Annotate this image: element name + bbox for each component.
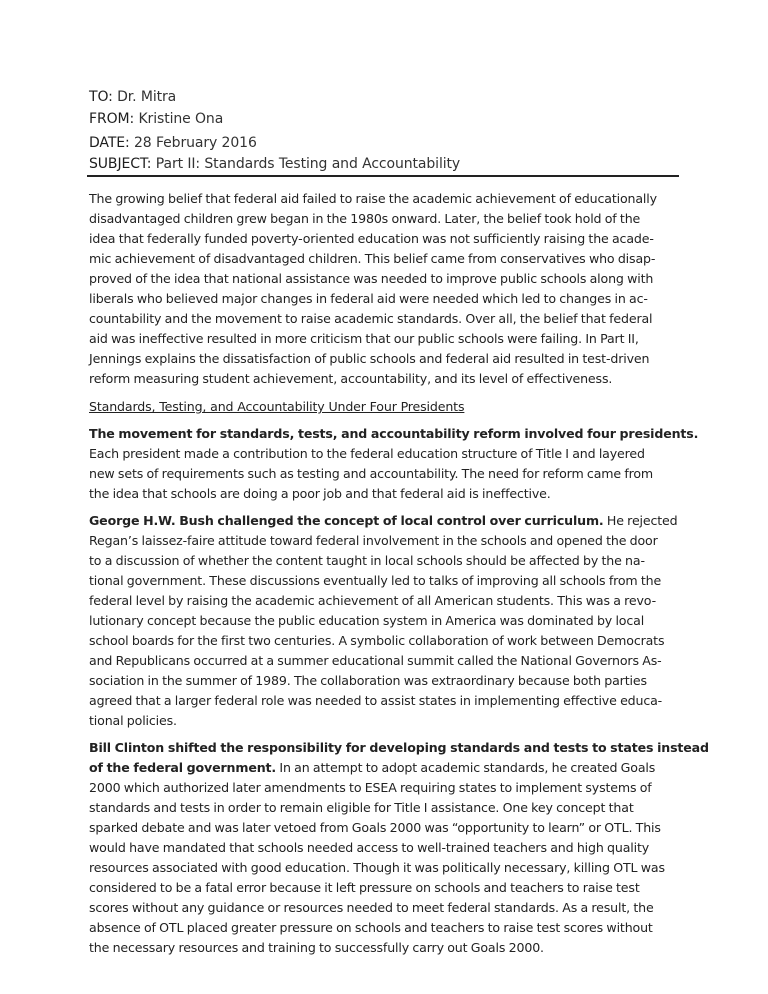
text-line: idea that federally funded poverty-oriented education was not sufficiently raising the acade- [89,231,654,246]
text-line: Jennings explains the dissatisfaction of public schools and federal aid resulted in test-driven [89,351,650,366]
clinton-lead-line2: of the federal government. [89,760,277,775]
text-line: school boards for the first two centuries. A symbolic collaboration of work between Democrats [89,633,665,648]
text-line: Regan’s laissez-faire attitude toward federal involvement in the schools and opened the door [89,533,658,548]
text-span: In an attempt to adopt academic standards, he created Goals [276,760,656,775]
memo-subject [87,154,679,177]
memo-date-value: 28 February 2016 [134,135,257,151]
text-line: standards and tests in order to remain eligible for Title I assistance. One key concept that [89,800,634,815]
text-line: liberals who believed major changes in federal aid were needed which led to changes in ac- [89,291,648,306]
text-line: the necessary resources and training to successfully carry out Goals 2000. [89,940,544,955]
text-line: sparked debate and was later vetoed from Goals 2000 was “opportunity to learn” or OTL. This [89,820,661,835]
document-page [89,86,709,958]
text-line: considered to be a fatal error because it left pressure on schools and teachers to raise test [89,880,640,895]
memo-to-label: TO: [89,89,113,105]
presidents-lead: The movement for standards, tests, and accountability reform involved four presidents. [89,426,699,441]
text-line: countability and the movement to raise academic standards. Over all, the belief that federal [89,311,653,326]
section-heading: Standards, Testing, and Accountability Under Four Presidents [89,399,465,414]
text-line: and Republicans occurred at a summer educational summit called the National Governors As- [89,653,662,668]
text-line: Each president made a contribution to the federal education structure of Title I and layered [89,446,645,461]
text-line: The growing belief that federal aid failed to raise the academic achievement of educationally [89,191,657,206]
clinton-paragraph [89,738,709,958]
text-line: sociation in the summer of 1989. The collaboration was extraordinary because both parties [89,673,647,688]
clinton-lead-line1: Bill Clinton shifted the responsibility for developing standards and tests to states instead [89,740,709,755]
bush-lead: George H.W. Bush challenged the concept of local control over curriculum. [89,513,604,528]
memo-to [89,86,681,108]
text-line: disadvantaged children grew began in the 1980s onward. Later, the belief took hold of the [89,211,641,226]
text-line [89,758,681,778]
text-line: aid was ineffective resulted in more criticism that our public schools were failing. In Part II, [89,331,639,346]
memo-date-label: DATE: [89,135,130,151]
text-span: He rejected [603,513,678,528]
text-line: lutionary concept because the public education system in America was dominated by local [89,613,645,628]
text-line: new sets of requirements such as testing and accountability. The need for reform came from [89,466,654,481]
text-line [89,511,681,531]
memo-date [89,132,681,154]
text-line: absence of OTL placed greater pressure on schools and teachers to raise test scores without [89,920,653,935]
text-line: 2000 which authorized later amendments to ESEA requiring states to implement systems of [89,780,652,795]
memo-from-label: FROM: [89,111,135,127]
text-line: mic achievement of disadvantaged children. This belief came from conservatives who disap- [89,251,656,266]
text-line: proved of the idea that national assistance was needed to improve public schools along with [89,271,654,286]
text-line: the idea that schools are doing a poor job and that federal aid is ineffective. [89,486,551,501]
text-line: resources associated with good education. Though it was politically necessary, killing OTL was [89,860,665,875]
text-line: reform measuring student achievement, accountability, and its level of effectiveness. [89,371,613,386]
memo-to-value: Dr. Mitra [117,89,177,105]
bush-paragraph [89,511,681,731]
text-line: to a discussion of whether the content taught in local schools should be affected by the na- [89,553,645,568]
text-line: would have mandated that schools needed access to well-trained teachers and high quality [89,840,650,855]
intro-paragraph [89,189,681,389]
memo-subject-value: Part II: Standards Testing and Accountability [155,156,461,172]
memo-from [89,108,681,130]
memo-from-value: Kristine Ona [138,111,224,127]
text-line: tional government. These discussions eventually led to talks of improving all schools from the [89,573,662,588]
text-line: scores without any guidance or resources needed to meet federal standards. As a result, the [89,900,654,915]
text-line: tional policies. [89,713,177,728]
text-line: agreed that a larger federal role was needed to assist states in implementing effective educa- [89,693,663,708]
memo-subject-label: SUBJECT: [89,156,152,172]
presidents-paragraph [89,424,699,504]
text-line: federal level by raising the academic achievement of all American students. This was a revo- [89,593,656,608]
